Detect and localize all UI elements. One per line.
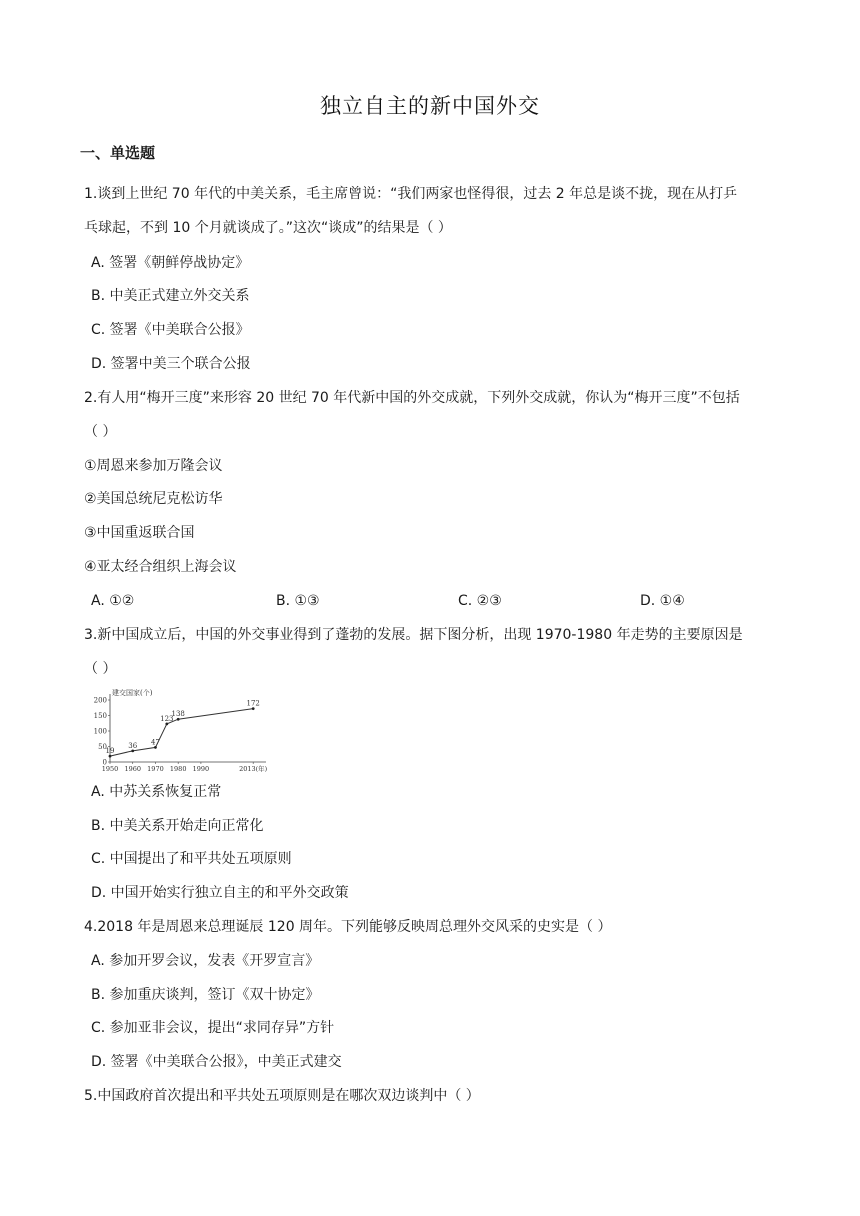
question-4-option-b[interactable]: B. 参加重庆谈判，签订《双十协定》	[91, 987, 320, 1003]
data-point	[165, 722, 168, 725]
question-2-line-1: 2.有人用“梅开三度”来形容 20 世纪 70 年代新中国的外交成就，下列外交成就，你认为“梅开三度”不包括	[84, 390, 740, 406]
data-point	[252, 707, 255, 710]
question-1-line-2: 乓球起，不到 10 个月就谈成了。”这次“谈成”的结果是（ ）	[84, 220, 452, 236]
y-tick-label: 100	[93, 727, 107, 736]
y-tick-label: 0	[102, 758, 107, 767]
question-3-line-1: 3.新中国成立后，中国的外交事业得到了蓬勃的发展。据下图分析，出现 1970-1980 年走势的主要原因是	[84, 627, 743, 643]
question-2-option-c[interactable]: C. ②③	[458, 593, 502, 609]
question-1-option-c[interactable]: C. 签署《中美联合公报》	[91, 322, 250, 338]
chart-svg	[90, 688, 270, 776]
question-3-option-c[interactable]: C. 中国提出了和平共处五项原则	[91, 851, 292, 867]
x-tick-label: 1950	[101, 765, 119, 773]
question-3-option-a[interactable]: A. 中苏关系恢复正常	[91, 784, 222, 800]
question-2-item-3: ③中国重返联合国	[84, 525, 195, 541]
y-tick-label: 50	[98, 743, 107, 751]
question-2-item-4: ④亚太经合组织上海会议	[84, 559, 237, 575]
question-2-option-b[interactable]: B. ①③	[276, 593, 320, 609]
x-tick-label: 1990	[192, 765, 210, 773]
question-4-option-c[interactable]: C. 参加亚非会议，提出“求同存异”方针	[91, 1020, 335, 1036]
question-2-item-1: ①周恩来参加万隆会议	[84, 458, 223, 474]
data-label: 47	[150, 738, 160, 747]
data-label: 123	[160, 714, 174, 723]
data-label: 138	[171, 710, 185, 719]
data-point	[131, 749, 134, 752]
y-axis-label: 建交国家(个)	[112, 689, 153, 697]
x-tick-label: 1970	[147, 765, 164, 773]
question-4-option-d[interactable]: D. 签署《中美联合公报》，中美正式建交	[91, 1054, 342, 1070]
data-label: 19	[105, 747, 115, 756]
x-tick-label: 1960	[124, 765, 142, 773]
question-2-item-2: ②美国总统尼克松访华	[84, 491, 223, 507]
data-label: 172	[246, 699, 260, 708]
question-3-option-d[interactable]: D. 中国开始实行独立自主的和平外交政策	[91, 885, 349, 901]
page-title: 独立自主的新中国外交	[320, 94, 540, 118]
question-3-line-2: （ ）	[84, 661, 117, 677]
x-tick-label: 2013(年)	[239, 765, 268, 773]
data-point	[109, 755, 112, 758]
x-tick-label: 1980	[169, 765, 187, 773]
question-5-line-1: 5.中国政府首次提出和平共处五项原则是在哪次双边谈判中（ ）	[84, 1088, 480, 1104]
question-4-option-a[interactable]: A. 参加开罗会议，发表《开罗宣言》	[91, 953, 320, 969]
question-2-option-d[interactable]: D. ①④	[640, 593, 685, 609]
diplomatic-relations-chart	[90, 688, 270, 776]
question-2-line-2: （ ）	[84, 424, 117, 440]
question-2-option-a[interactable]: A. ①②	[91, 593, 135, 609]
question-1-option-d[interactable]: D. 签署中美三个联合公报	[91, 356, 251, 372]
data-point	[154, 746, 157, 749]
data-point	[177, 718, 180, 721]
data-label: 36	[128, 741, 138, 750]
question-1-option-a[interactable]: A. 签署《朝鲜停战协定》	[91, 255, 250, 271]
y-tick-label: 200	[93, 696, 107, 705]
question-3-option-b[interactable]: B. 中美关系开始走向正常化	[91, 818, 264, 834]
question-1-option-b[interactable]: B. 中美正式建立外交关系	[91, 288, 250, 304]
y-tick-label: 150	[93, 712, 107, 720]
question-1-line-1: 1.谈到上世纪 70 年代的中美关系，毛主席曾说：“我们两家也怪得很，过去 2 年总是谈不拢，现在从打乒	[84, 186, 738, 202]
section-heading: 一、单选题	[80, 144, 156, 162]
question-4-line-1: 4.2018 年是周恩来总理诞辰 120 周年。下列能够反映周总理外交风采的史实是（ ）	[84, 919, 612, 935]
